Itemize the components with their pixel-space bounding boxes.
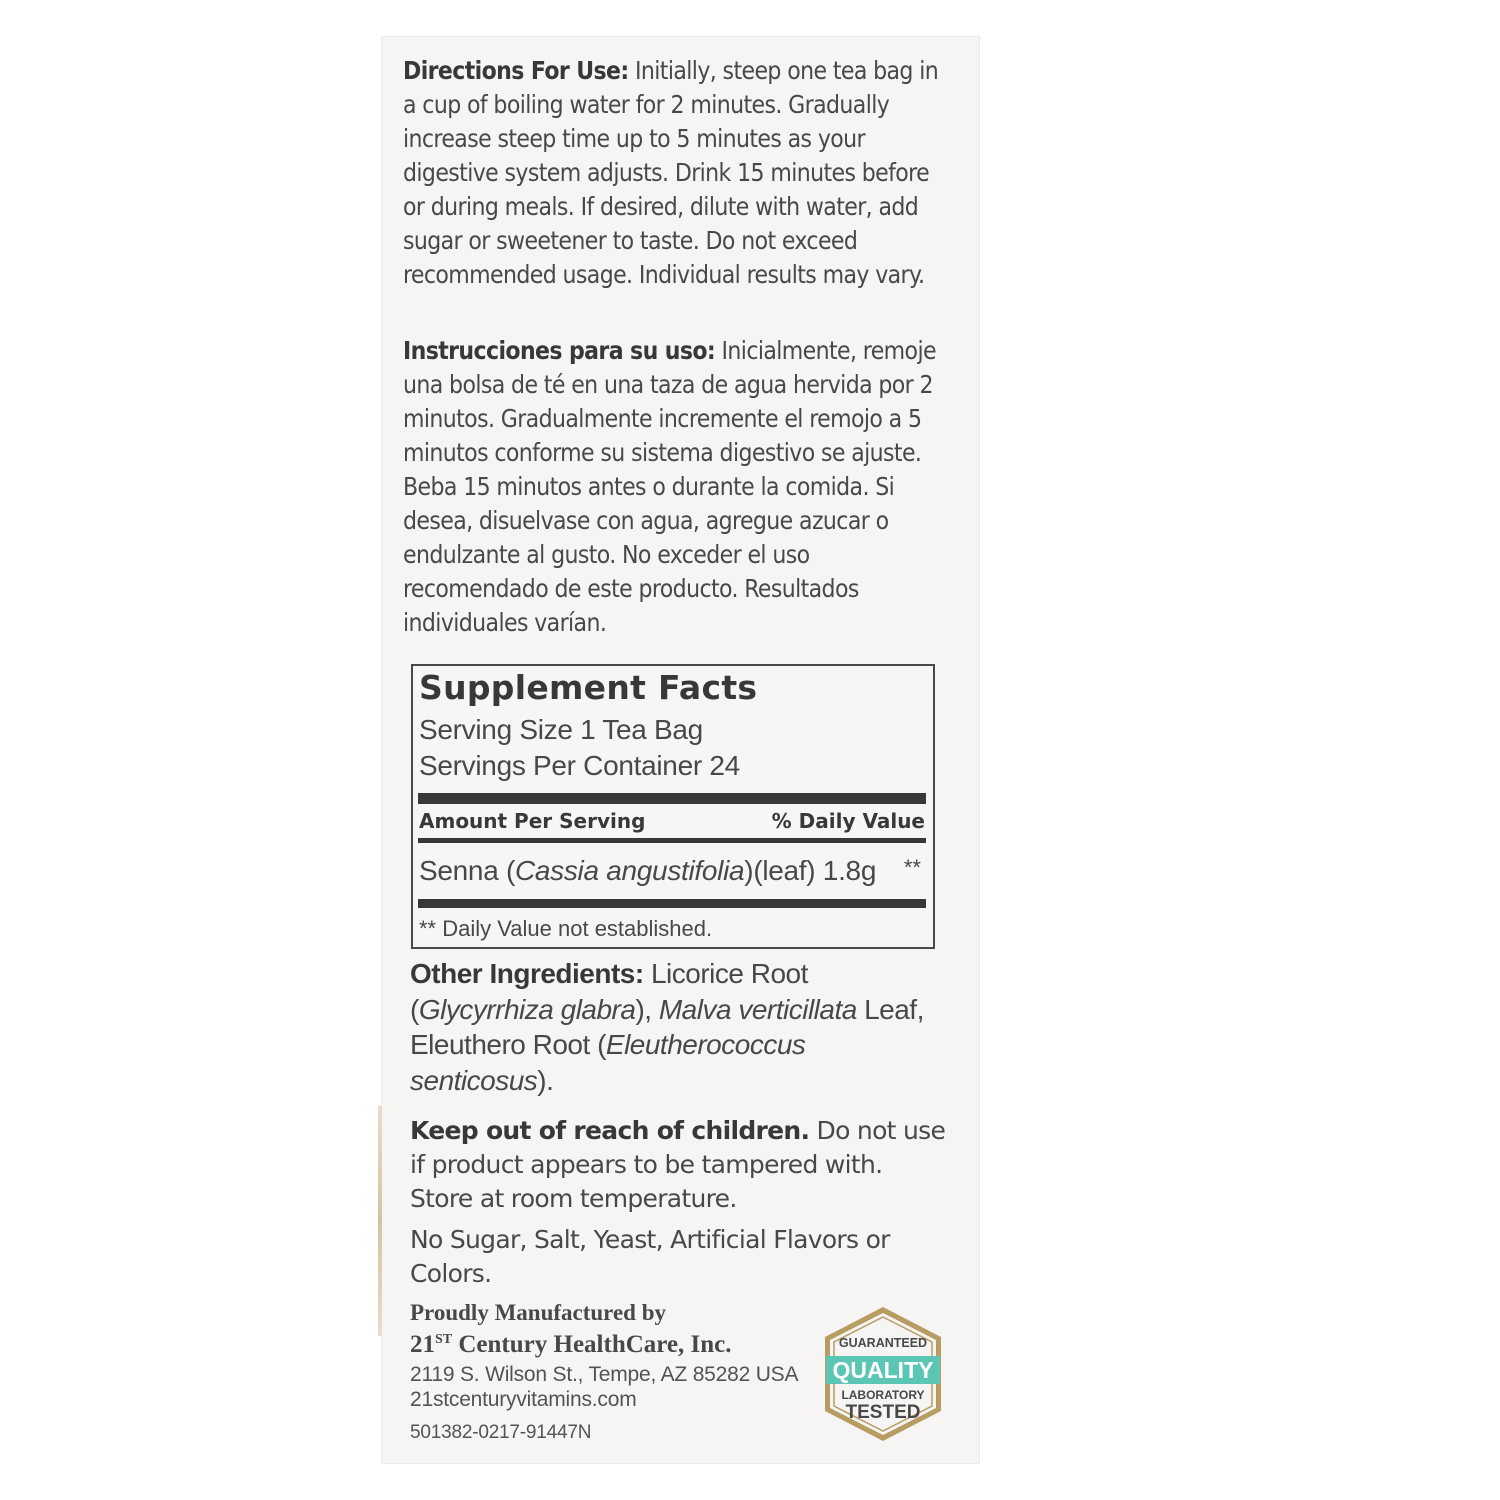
manufacturer-address: 2119 S. Wilson St., Tempe, AZ 85282 USA	[410, 1363, 799, 1386]
other-ingredients	[410, 956, 950, 1098]
instrucciones-para-uso	[403, 334, 943, 640]
directions-text: Initially, steep one tea bag in a cup of boiling water for 2 minutes. Gradually increase steep time up to 5 minutes as your digestive system adjusts. Drink 15 minutes before or during meals. If desired, dilute with water, add sugar or sweetener to taste. Do not exceed recommended usage. Individual results may vary.	[403, 56, 939, 289]
manufacturer-website: 21stcenturyvitamins.com	[410, 1388, 637, 1411]
product-code: 501382-0217-91447N	[410, 1422, 592, 1443]
seal-bottom-text: TESTED	[845, 1402, 921, 1423]
ingredient-amount: )(leaf) 1.8g	[744, 855, 877, 886]
manufactured-by: Proudly Manufactured by	[410, 1300, 667, 1325]
ingredient-name: Senna (	[419, 855, 515, 886]
other-ingredients-text: ),	[635, 993, 659, 1025]
other-ingredients-text: ).	[537, 1064, 554, 1096]
manufacturer-name	[410, 1331, 732, 1359]
manufacturer-name-prefix: 21	[410, 1331, 435, 1358]
latin-name: Malva verticillata	[658, 993, 857, 1025]
manufacturer-name-rest: Century HealthCare, Inc.	[452, 1331, 732, 1358]
warning-label: Keep out of reach of children.	[410, 1116, 810, 1145]
other-ingredients-text: Licorice Root (	[410, 958, 808, 1025]
quality-seal-icon	[813, 1304, 953, 1444]
free-from-statement: No Sugar, Salt, Yeast, Artificial Flavors or Colors.	[410, 1225, 890, 1288]
seal-middle-text: QUALITY	[832, 1357, 934, 1383]
manufacturer-name-sup: ST	[435, 1332, 453, 1347]
directions-label: Directions For Use:	[403, 56, 629, 85]
instrucciones-label: Instrucciones para su uso:	[403, 336, 716, 365]
supplement-facts-title: Supplement Facts	[419, 668, 758, 707]
ingredient-latin: Cassia angustifolia	[514, 855, 745, 886]
facts-divider-thick	[418, 793, 926, 804]
other-ingredients-label: Other Ingredients:	[410, 958, 644, 989]
latin-name: Eleutherococcus senticosus	[410, 1029, 806, 1096]
facts-divider-bottom	[418, 899, 926, 908]
directions-for-use	[403, 54, 943, 292]
daily-value-header: % Daily Value	[771, 809, 925, 833]
warning-body: Do not use if product appears to be tampered with. Store at room temperature.	[410, 1116, 946, 1213]
instrucciones-text: Inicialmente, remoje una bolsa de té en una taza de agua hervida por 2 minutos. Gradualmente incremente el remojo a 5 minutos conforme su sistema digestivo se ajuste. Beba 15 minutos antes o durante la comida. Si desea, disuelvase con agua, agregue azucar o endulzante al gusto. No exceder el uso recomendado de este producto. Resultados individuales varían.	[403, 336, 936, 637]
other-ingredients-text: Leaf, Eleuthero Root (	[410, 993, 924, 1060]
seal-lower-text: LABORATORY	[841, 1388, 925, 1402]
ingredient-row-senna	[419, 855, 876, 887]
supplement-facts-box	[411, 664, 935, 949]
servings-per-container: Servings Per Container 24	[419, 750, 740, 781]
latin-name: Glycyrrhiza glabra	[418, 993, 636, 1025]
facts-divider-medium	[418, 838, 926, 843]
amount-per-serving-header: Amount Per Serving	[419, 809, 646, 833]
serving-size: Serving Size 1 Tea Bag	[419, 714, 703, 745]
ingredient-dv: **	[903, 855, 921, 880]
daily-value-footnote: ** Daily Value not established.	[419, 916, 713, 941]
seal-top-text: GUARANTEED	[838, 1336, 928, 1350]
label-panel	[381, 36, 980, 1464]
warning-text	[410, 1114, 950, 1216]
